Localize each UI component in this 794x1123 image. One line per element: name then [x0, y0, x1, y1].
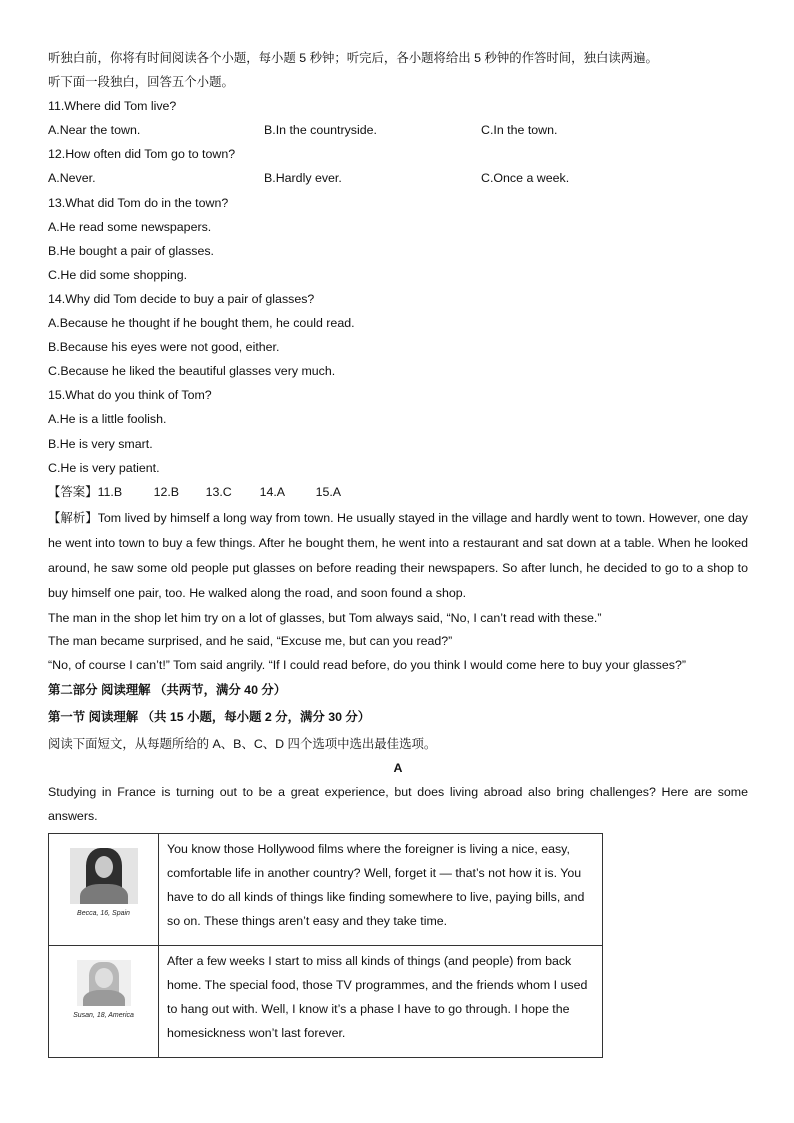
profiles-table	[48, 833, 603, 1058]
section1-heading: 第一节 阅读理解 （共 15 小题，每小题 2 分，满分 30 分）	[48, 710, 371, 725]
option-b: B.Hardly ever.	[264, 171, 342, 186]
answer-item: 11.B	[97, 484, 123, 499]
option-b: B.Because his eyes were not good, either.	[48, 340, 280, 355]
table-row	[49, 833, 603, 945]
question-12-options	[48, 166, 748, 190]
part2-heading: 第二部分 阅读理解 （共两节，满分 40 分）	[48, 682, 287, 697]
option-c: C.In the town.	[481, 123, 558, 138]
document-page	[48, 46, 748, 1058]
profile-caption: Becca, 16, Spain	[77, 909, 130, 917]
reading-instruction: 阅读下面短文，从每题所给的 A、B、C、D 四个选项中选出最佳选项。	[48, 737, 437, 752]
profile-photo	[77, 960, 131, 1006]
answer-key	[48, 480, 748, 504]
profile-text: You know those Hollywood films where the foreigner is living a nice, easy, comfortable life in another country? Well, forget it — that’s not how it is. You have to do all kinds of things like finding somewhere to live, paying bills, and so on. These things aren’t easy and they take time.	[159, 833, 603, 945]
question-14: 14.Why did Tom decide to buy a pair of glasses?	[48, 291, 315, 306]
option-c: C.He did some shopping.	[48, 267, 188, 282]
question-15: 15.What do you think of Tom?	[48, 388, 212, 403]
question-11-options	[48, 118, 748, 142]
analysis-line: The man became surprised, and he said, “Excuse me, but can you read?”	[48, 634, 453, 649]
profile-photo	[70, 848, 138, 904]
answer-item: 14.A	[259, 484, 286, 499]
profile-caption: Susan, 18, America	[73, 1011, 134, 1019]
analysis-line: “No, of course I can’t!” Tom said angrily. “If I could read before, do you think I would come here to buy your glasses?”	[48, 658, 686, 673]
intro-instruction: 听独白前，你将有时间阅读各个小题，每小题 5 秒钟；听完后，各小题将给出 5 秒钟的作答时间，独白读两遍。	[48, 51, 658, 65]
answer-label: 【答案】	[48, 484, 98, 499]
passage-label: A	[393, 761, 403, 776]
option-c: C.Once a week.	[481, 171, 570, 186]
option-a: A.Because he thought if he bought them, he could read.	[48, 316, 355, 331]
option-a: A.He read some newspapers.	[48, 219, 212, 234]
option-c: C.Because he liked the beautiful glasses very much.	[48, 364, 336, 379]
question-12: 12.How often did Tom go to town?	[48, 147, 236, 162]
answer-item: 15.A	[315, 484, 342, 499]
answer-item: 13.C	[205, 484, 232, 499]
analysis-paragraph	[48, 506, 748, 607]
table-row	[49, 945, 603, 1057]
option-c: C.He is very patient.	[48, 460, 160, 475]
profile-photo-cell	[49, 833, 159, 945]
question-13: 13.What did Tom do in the town?	[48, 195, 229, 210]
passage-intro: Studying in France is turning out to be a great experience, but does living abroad also bring challenges? Here are some answers.	[48, 785, 748, 824]
option-b: B.He bought a pair of glasses.	[48, 243, 214, 258]
analysis-line: The man in the shop let him try on a lot of glasses, but Tom always said, “No, I can’t read with these.”	[48, 610, 602, 625]
profile-photo-cell	[49, 945, 159, 1057]
option-b: B.In the countryside.	[264, 123, 377, 138]
option-a: A.Never.	[48, 171, 96, 186]
option-b: B.He is very smart.	[48, 436, 153, 451]
analysis-text: Tom lived by himself a long way from town. He usually stayed in the village and hardly went to town. However, one day he went into town to buy a few things. After he bought them, he went into a restaurant and sat down at a table. When he looked around, he saw some old people put glasses on before reading their newspapers. So after lunch, he decided to go to a shop to buy himself one pair, too. He walked along the road, and soon found a shop.	[48, 510, 748, 601]
analysis-label: 【解析】	[48, 510, 98, 525]
profile-text: After a few weeks I start to miss all kinds of things (and people) from back home. The special food, those TV programmes, and the friends whom I used to hang out with. Well, I know it’s a phase I have to go through. I hope the homesickness won’t last forever.	[159, 945, 603, 1057]
intro-prompt: 听下面一段独白，回答五个小题。	[48, 75, 234, 90]
option-a: A.Near the town.	[48, 123, 141, 138]
question-11: 11.Where did Tom live?	[48, 99, 177, 114]
option-a: A.He is a little foolish.	[48, 412, 167, 427]
answer-item: 12.B	[153, 484, 180, 499]
